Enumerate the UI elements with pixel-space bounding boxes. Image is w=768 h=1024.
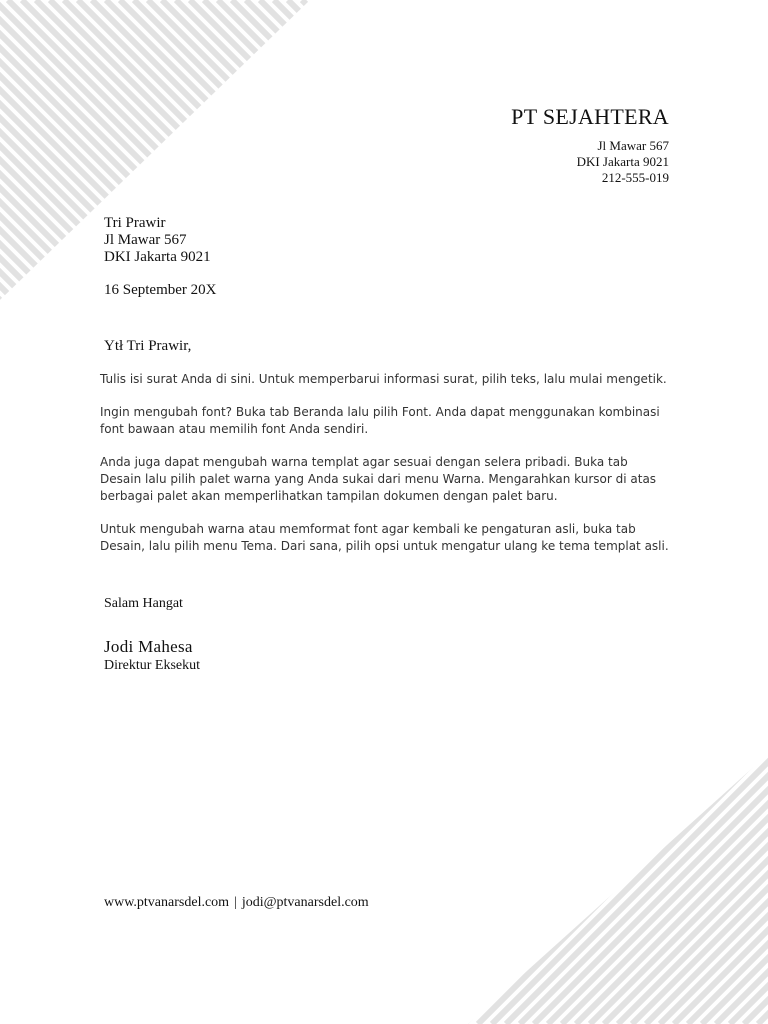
company-name: PT SEJAHTERA (511, 104, 669, 129)
closing: Salam Hangat (104, 596, 183, 611)
letter-date: 16 September 20X (104, 282, 217, 298)
decorative-stripe (246, 0, 310, 300)
decorative-stripe (468, 754, 650, 1024)
decorative-stripe (604, 754, 768, 1024)
decorative-stripe (520, 754, 768, 1024)
decorative-stripe (468, 754, 538, 1024)
decorative-stripe (218, 0, 310, 300)
recipient-name: Tri Prawir (104, 215, 166, 231)
decorative-stripe (478, 754, 748, 1024)
decorative-stripe (468, 754, 482, 1024)
decorative-stripe (534, 754, 768, 1024)
decorative-stripe (758, 754, 768, 1024)
signer-name: Jodi Mahesa (104, 637, 193, 656)
decorative-stripes-bottom-right (468, 754, 768, 1024)
decorative-stripe (576, 754, 768, 1024)
signer-title: Direktur Eksekut (104, 658, 201, 673)
decorative-stripe (468, 754, 636, 1024)
company-address-line1: Jl Mawar 567 (597, 138, 669, 153)
recipient-block (104, 215, 211, 266)
decorative-stripe (260, 0, 310, 300)
company-address-line2: DKI Jakarta 9021 (576, 154, 669, 169)
decorative-stripe (562, 754, 768, 1024)
decorative-stripe (468, 754, 622, 1024)
decorative-stripe (0, 0, 112, 300)
decorative-stripe (288, 0, 310, 300)
decorative-stripe (632, 754, 768, 1024)
recipient-address-line2: DKI Jakarta 9021 (104, 249, 211, 265)
decorative-stripe (274, 0, 310, 300)
company-phone: 212-555-019 (601, 170, 669, 185)
decorative-stripe (0, 0, 70, 300)
decorative-stripe (716, 754, 768, 1024)
decorative-stripe (548, 754, 768, 1024)
decorative-stripe (302, 0, 310, 300)
decorative-stripe (468, 754, 580, 1024)
decorative-stripe (0, 0, 98, 300)
decorative-stripe (204, 0, 310, 300)
decorative-stripe (618, 754, 768, 1024)
footer-website: www.ptvanarsdel.com (104, 895, 230, 910)
decorative-stripe (744, 754, 768, 1024)
decorative-stripe (590, 754, 768, 1024)
decorative-stripe (0, 0, 56, 300)
decorative-stripe (0, 0, 42, 300)
salutation: Ytł Tri Prawir, (104, 338, 192, 354)
decorative-stripe (468, 754, 720, 1024)
decorative-stripe (0, 0, 84, 300)
decorative-stripe (660, 754, 768, 1024)
decorative-stripe (0, 0, 14, 300)
letter-body (100, 371, 670, 571)
decorative-stripe (468, 754, 706, 1024)
decorative-stripe (468, 754, 552, 1024)
decorative-stripe (492, 754, 762, 1024)
decorative-stripe (468, 754, 734, 1024)
decorative-stripe (468, 754, 664, 1024)
footer-contact (104, 895, 369, 911)
body-paragraph: Anda juga dapat mengubah warna templat agar sesuai dengan selera pribadi. Buka tab Desain lalu pilih palet warna yang Anda sukai dari menu Warna. Mengarahkan kursor di atas berbagai palet akan memperlihatkan tampilan dokumen dengan palet baru. (100, 455, 657, 503)
decorative-stripe (468, 754, 566, 1024)
body-paragraph: Ingin mengubah font? Buka tab Beranda lalu pilih Font. Anda dapat menggunakan kombinasi font bawaan atau memilih font Anda sendiri. (100, 405, 660, 437)
decorative-stripe (468, 754, 496, 1024)
company-header (511, 104, 669, 186)
decorative-stripe (506, 754, 768, 1024)
decorative-stripe (730, 754, 768, 1024)
footer-email: jodi@ptvanarsdel.com (241, 895, 369, 910)
decorative-stripe (0, 0, 28, 300)
decorative-stripe (232, 0, 310, 300)
decorative-stripe (468, 754, 692, 1024)
decorative-stripe (468, 754, 510, 1024)
decorative-stripe (468, 754, 594, 1024)
footer-separator: | (234, 895, 237, 910)
recipient-address-line1: Jl Mawar 567 (104, 232, 187, 248)
decorative-stripe (468, 754, 608, 1024)
decorative-stripe (702, 754, 768, 1024)
decorative-stripe (646, 754, 768, 1024)
body-paragraph: Untuk mengubah warna atau memformat font agar kembali ke pengaturan asli, buka tab Desain, lalu pilih menu Tema. Dari sana, pilih opsi untuk mengatur ulang ke tema templat asli. (100, 522, 669, 554)
decorative-stripe (688, 754, 768, 1024)
body-paragraph: Tulis isi surat Anda di sini. Untuk memperbarui informasi surat, pilih teks, lalu mulai mengetik. (100, 372, 667, 386)
decorative-stripe (468, 754, 524, 1024)
decorative-stripe (468, 754, 678, 1024)
decorative-stripe (674, 754, 768, 1024)
